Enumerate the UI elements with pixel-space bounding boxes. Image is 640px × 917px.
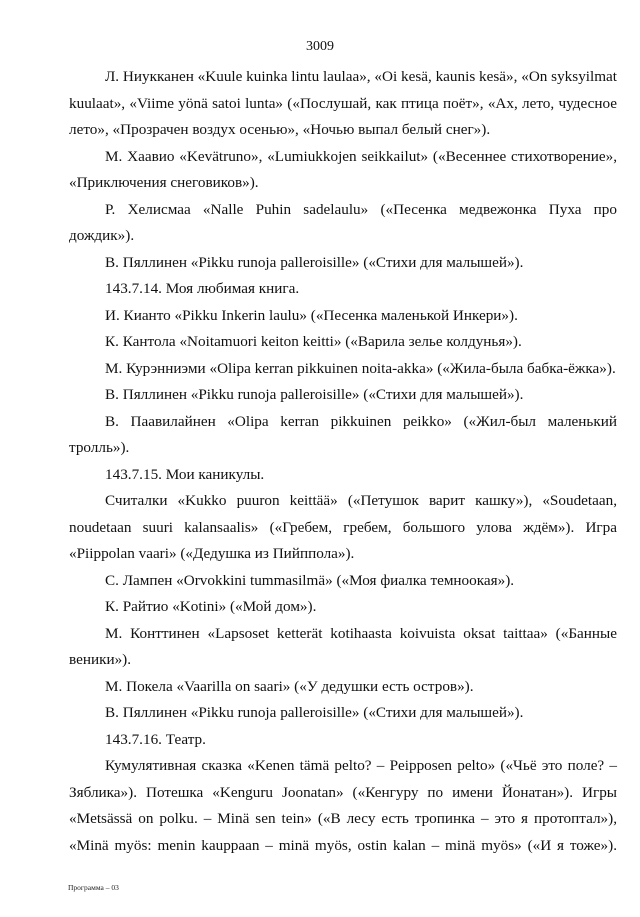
paragraph: К. Райтио «Kotini» («Мой дом»).	[105, 598, 317, 615]
paragraph: В. Пяллинен «Pikku runoja palleroisille» («Стихи для малышей»).	[105, 704, 524, 721]
paragraph: И. Кианто «Pikku Inkerin laulu» («Песенка маленькой Инкери»).	[105, 306, 518, 324]
paragraph: Кумулятивная сказка «Kenen tämä pelto? – Peipposen pelto» («Чьё это поле? – Зяблика»). Потешка «Kenguru Joonatan» («Кенгуру по имени Йонатан»). Игры «Metsässä on polku. – Minä sen tein» («В лесу есть тропинка – это я протоптал»), «Minä myös: menin kauppaan – minä myös, ostin kalan – minä myös» («И я тоже»).	[69, 757, 617, 854]
paragraph: Л. Ниукканен «Kuule kuinka lintu laulaa», «Oi kesä, kaunis kesä», «On syksyilmat kuulaat», «Viime yönä satoi lunta» («Послушай, как птица поёт», «Ах, лето, чудесное лето», «Прозрачен воздух осенью», «Ночью выпал белый снег»).	[69, 68, 617, 138]
body-text	[69, 64, 617, 859]
paragraph: К. Кантола «Noitamuori keiton keitti» («Варила зелье колдунья»).	[105, 333, 522, 350]
paragraph: В. Паавилайнен «Olipa kerran pikkuinen peikko» («Жил-был маленький тролль»).	[69, 412, 617, 456]
page-number: 3009	[306, 39, 334, 54]
paragraph: М. Курэнниэми «Olipa kerran pikkuinen noita-akka» («Жила-была бабка-ёжка»).	[105, 359, 616, 377]
section-heading: 143.7.15. Мои каникулы.	[105, 465, 265, 483]
footer-label: Программа – 03	[68, 883, 119, 892]
section-heading: 143.7.14. Моя любимая книга.	[105, 280, 300, 297]
paragraph: В. Пяллинен «Pikku runoja palleroisille» («Стихи для малышей»).	[105, 253, 524, 271]
paragraph: Считалки «Kukko puuron keittää» («Петушок варит кашку»), «Soudetaan, noudetaan suuri kalansaalis» («Гребем, гребем, большого улова ждём»). Игра «Piippolan vaari» («Дедушка из Пийппола»).	[69, 492, 617, 562]
paragraph: М. Хаавио «Kevätruno», «Lumiukkojen seikkailut» («Весеннее стихотворение», «Приключения снеговиков»).	[69, 147, 617, 191]
paragraph: М. Конттинен «Lapsoset ketterät kotihaasta koivuista oksat taittaa» («Банные веники»).	[69, 624, 617, 668]
paragraph: М. Покела «Vaarilla on saari» («У дедушки есть остров»).	[105, 677, 474, 695]
paragraph: Р. Хелисмаа «Nalle Puhin sadelaulu» («Песенка медвежонка Пуха про дождик»).	[69, 200, 617, 244]
paragraph: С. Лампен «Orvokkini tummasilmä» («Моя фиалка темноокая»).	[105, 571, 515, 589]
section-heading: 143.7.16. Театр.	[105, 730, 206, 748]
paragraph: В. Пяллинен «Pikku runoja palleroisille» («Стихи для малышей»).	[105, 386, 524, 403]
